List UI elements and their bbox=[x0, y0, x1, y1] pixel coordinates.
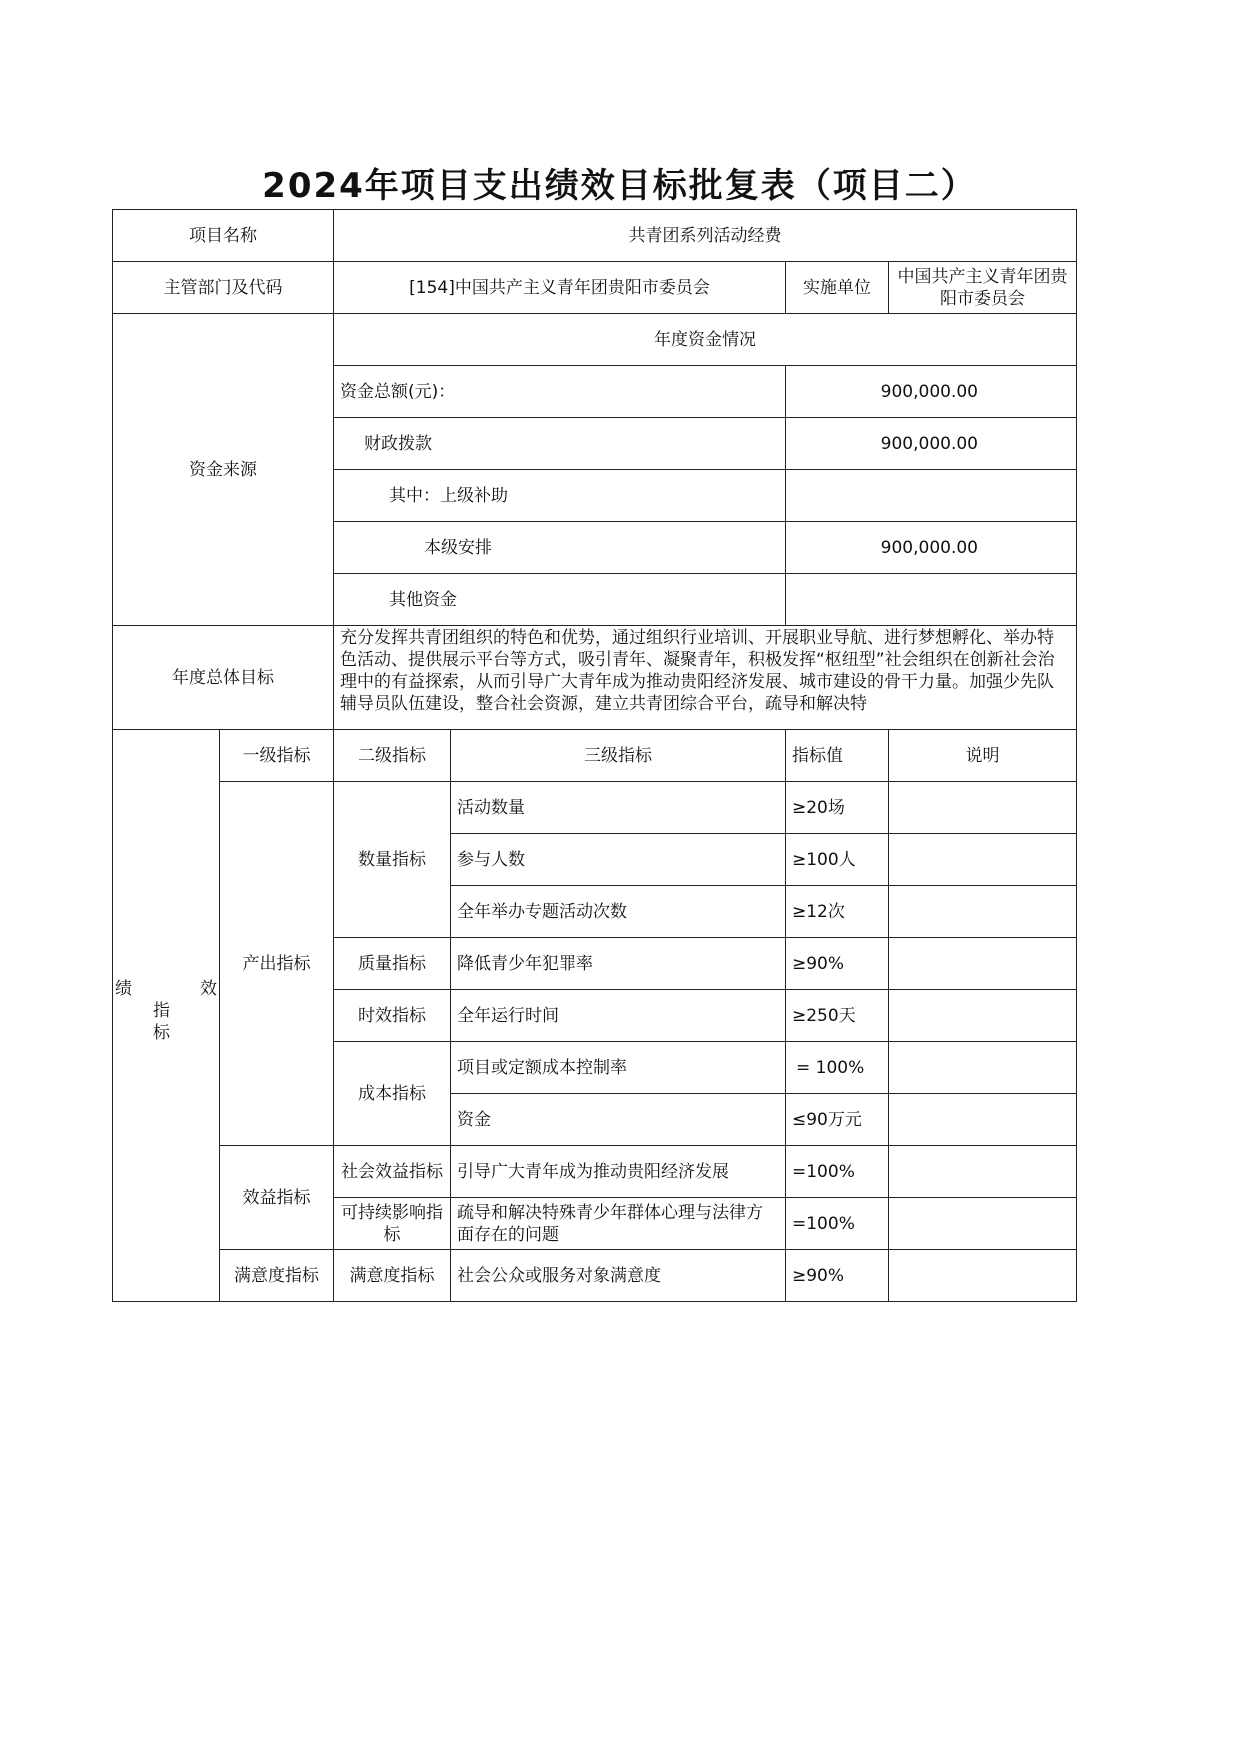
indicator-name: 疏导和解决特殊青少年群体心理与法律方面存在的问题 bbox=[451, 1198, 786, 1250]
fund-row-value: 900,000.00 bbox=[786, 418, 1077, 470]
indicator-row bbox=[113, 1146, 1077, 1198]
subgroup-cost: 成本指标 bbox=[334, 1042, 451, 1146]
indicator-name: 资金 bbox=[451, 1094, 786, 1146]
indicator-name: 降低青少年犯罪率 bbox=[451, 938, 786, 990]
project-name-row bbox=[113, 210, 1077, 262]
indicator-name: 社会公众或服务对象满意度 bbox=[451, 1250, 786, 1302]
performance-indicators-label bbox=[113, 730, 220, 1302]
indicator-name: 全年运行时间 bbox=[451, 990, 786, 1042]
indicator-row bbox=[113, 1250, 1077, 1302]
indicator-value: ≥20场 bbox=[786, 782, 889, 834]
indicator-note bbox=[889, 938, 1077, 990]
department-row bbox=[113, 262, 1077, 314]
group-output: 产出指标 bbox=[220, 782, 334, 1146]
indicator-value: ≥12次 bbox=[786, 886, 889, 938]
header-level3: 三级指标 bbox=[451, 730, 786, 782]
indicator-note bbox=[889, 1198, 1077, 1250]
indicator-note bbox=[889, 886, 1077, 938]
page-title: 2024年项目支出绩效目标批复表（项目二） bbox=[262, 166, 977, 206]
indicator-value: =100% bbox=[786, 1146, 889, 1198]
indicator-value: ≤90万元 bbox=[786, 1094, 889, 1146]
funds-header-row bbox=[113, 314, 1077, 366]
indicator-name: 活动数量 bbox=[451, 782, 786, 834]
department-value: [154]中国共产主义青年团贵阳市委员会 bbox=[334, 262, 786, 314]
fund-source-label: 资金来源 bbox=[113, 314, 334, 626]
fund-row-label: 财政拨款 bbox=[334, 418, 786, 470]
project-name-value: 共青团系列活动经费 bbox=[334, 210, 1077, 262]
indicator-header-row bbox=[113, 730, 1077, 782]
indicator-note bbox=[889, 1042, 1077, 1094]
indicator-note bbox=[889, 1146, 1077, 1198]
subgroup-quantity: 数量指标 bbox=[334, 782, 451, 938]
annual-goal-label: 年度总体目标 bbox=[113, 626, 334, 730]
indicator-name: 全年举办专题活动次数 bbox=[451, 886, 786, 938]
subgroup-quality: 质量指标 bbox=[334, 938, 451, 990]
subgroup-sustain: 可持续影响指标 bbox=[334, 1198, 451, 1250]
annual-funds-header: 年度资金情况 bbox=[334, 314, 1077, 366]
performance-label-char: 标 bbox=[153, 1023, 170, 1043]
indicator-value: ≥90% bbox=[786, 1250, 889, 1302]
header-value: 指标值 bbox=[786, 730, 889, 782]
indicator-note bbox=[889, 1250, 1077, 1302]
annual-goal-cell bbox=[334, 626, 1077, 730]
performance-label-char: 指 bbox=[153, 1001, 170, 1021]
group-satisfaction: 满意度指标 bbox=[220, 1250, 334, 1302]
header-level1: 一级指标 bbox=[220, 730, 334, 782]
fund-row-value bbox=[786, 574, 1077, 626]
department-label: 主管部门及代码 bbox=[113, 262, 334, 314]
indicator-value: =100% bbox=[786, 1198, 889, 1250]
indicator-note bbox=[889, 990, 1077, 1042]
project-name-label: 项目名称 bbox=[113, 210, 334, 262]
fund-row-label: 其中：上级补助 bbox=[334, 470, 786, 522]
fund-row-value: 900,000.00 bbox=[786, 366, 1077, 418]
annual-goal-text: 充分发挥共青团组织的特色和优势，通过组织行业培训、开展职业导航、进行梦想孵化、举办特色活动、提供展示平台等方式，吸引青年、凝聚青年，积极发挥“枢纽型”社会组织在创新社会治理中的有益探索，从而引导广大青年成为推动贵阳经济发展、城市建设的骨干力量。加强少先队辅导员队伍建设，整合社会资源，建立共青团综合平台，疏导和解决特 bbox=[340, 628, 1055, 714]
performance-target-table bbox=[112, 209, 1077, 1302]
performance-label-char: 绩 bbox=[115, 979, 132, 999]
fund-row-value: 900,000.00 bbox=[786, 522, 1077, 574]
indicator-value: ≥100人 bbox=[786, 834, 889, 886]
fund-row-label: 本级安排 bbox=[334, 522, 786, 574]
fund-row-label: 资金总额(元)： bbox=[334, 366, 786, 418]
indicator-row bbox=[113, 782, 1077, 834]
implementing-unit-value: 中国共产主义青年团贵阳市委员会 bbox=[889, 262, 1077, 314]
indicator-value: ≥250天 bbox=[786, 990, 889, 1042]
subgroup-satisfaction: 满意度指标 bbox=[334, 1250, 451, 1302]
header-note: 说明 bbox=[889, 730, 1077, 782]
subgroup-social: 社会效益指标 bbox=[334, 1146, 451, 1198]
implementing-unit-label: 实施单位 bbox=[786, 262, 889, 314]
indicator-name: 项目或定额成本控制率 bbox=[451, 1042, 786, 1094]
indicator-name: 参与人数 bbox=[451, 834, 786, 886]
indicator-value: ≥90% bbox=[786, 938, 889, 990]
fund-row-value bbox=[786, 470, 1077, 522]
indicator-value: = 100% bbox=[786, 1042, 889, 1094]
performance-label-char: 效 bbox=[200, 979, 217, 999]
indicator-note bbox=[889, 1094, 1077, 1146]
annual-goal-row bbox=[113, 626, 1077, 730]
indicator-name: 引导广大青年成为推动贵阳经济发展 bbox=[451, 1146, 786, 1198]
fund-row-label: 其他资金 bbox=[334, 574, 786, 626]
indicator-note bbox=[889, 782, 1077, 834]
indicator-note bbox=[889, 834, 1077, 886]
subgroup-timeliness: 时效指标 bbox=[334, 990, 451, 1042]
header-level2: 二级指标 bbox=[334, 730, 451, 782]
group-benefit: 效益指标 bbox=[220, 1146, 334, 1250]
